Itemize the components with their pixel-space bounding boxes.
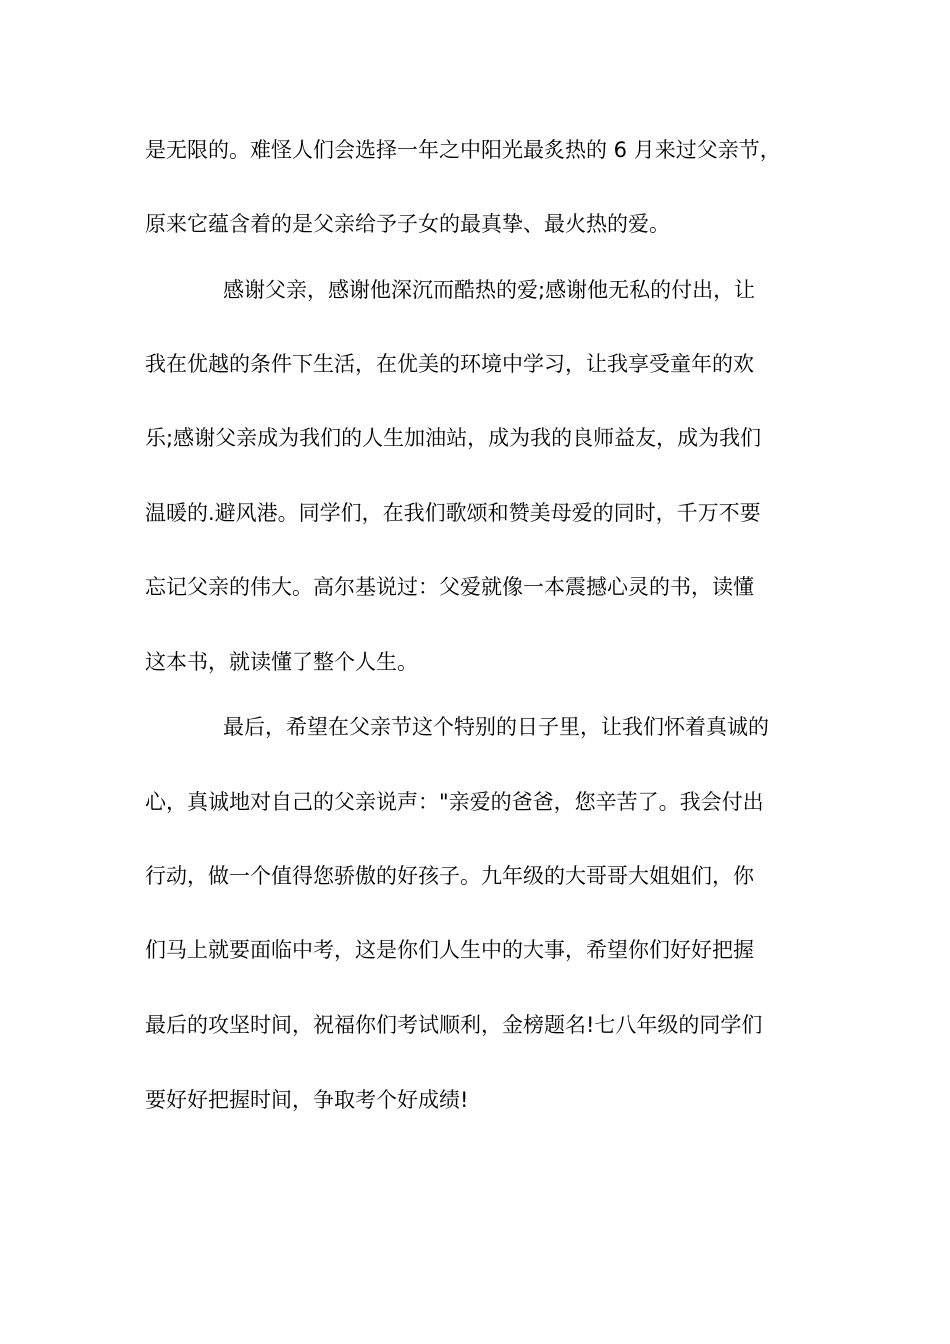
paragraph-2-line-2: 我在优越的条件下生活，在优美的环境中学习，让我享受童年的欢 [145,352,754,376]
paragraph-3-line-4: 们马上就要面临中考，这是你们人生中的大事，希望你们好好把握 [145,938,754,962]
paragraph-3-line-3: 行动，做一个值得您骄傲的好孩子。九年级的大哥哥大姐姐们，你 [145,864,754,888]
paragraph-2-line-4: 温暖的.避风港。同学们，在我们歌颂和赞美母爱的同时，千万不要 [145,501,761,525]
paragraph-2-line-6: 这本书，就读懂了整个人生。 [145,650,418,674]
paragraph-2-line-3: 乐;感谢父亲成为我们的人生加油站，成为我的良师益友，成为我们 [145,426,762,450]
paragraph-3-line-1: 最后，希望在父亲节这个特别的日子里，让我们怀着真诚的 [223,715,769,739]
paragraph-3-line-6: 要好好把握时间，争取考个好成绩! [145,1088,469,1112]
paragraph-3-line-5: 最后的攻坚时间，祝福你们考试顺利，金榜题名!七八年级的同学们 [145,1013,763,1037]
paragraph-2-line-5: 忘记父亲的伟大。高尔基说过：父爱就像一本震撼心灵的书，读懂 [145,575,754,599]
paragraph-2-line-1: 感谢父亲，感谢他深沉而酷热的爱;感谢他无私的付出，让 [223,278,756,302]
paragraph-1-line-2: 原来它蕴含着的是父亲给予子女的最真挚、最火热的爱。 [145,212,670,236]
paragraph-1-line-1: 是无限的。难怪人们会选择一年之中阳光最炙热的 6 月来过父亲节， [145,138,781,162]
paragraph-3-line-2: 心，真诚地对自己的父亲说声："亲爱的爸爸，您辛苦了。我会付出 [145,790,764,814]
